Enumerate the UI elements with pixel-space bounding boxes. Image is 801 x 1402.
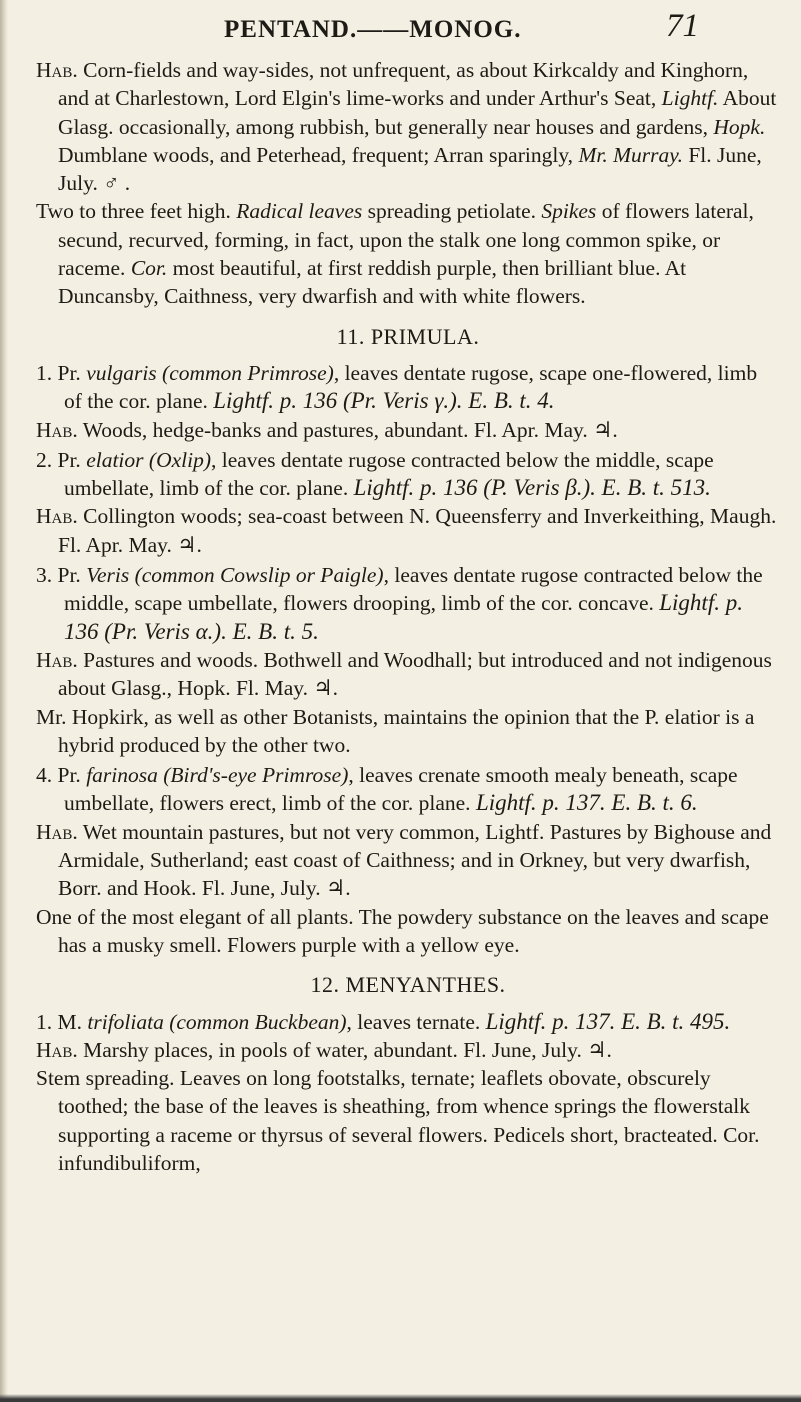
species-number: 2. Pr. <box>36 447 87 472</box>
species-description: , leaves ternate. <box>346 1009 486 1034</box>
hab-label: Hab. <box>36 58 78 82</box>
species-entry <box>36 446 780 503</box>
habitat-text: Woods, hedge-banks and pastures, abundant. Fl. Apr. May. ♃. <box>77 417 618 442</box>
desc-text: Two to three feet high. <box>36 199 237 224</box>
species-description: , leaves dentate rugose contracted below the middle, scape umbellate, limb of the cor. plane. <box>64 447 714 501</box>
intro-hab-text: Dumblane woods, and Peterhead, frequent; Arran sparingly, <box>58 142 579 167</box>
species-number: 4. Pr. <box>36 763 87 788</box>
intro-habitat <box>36 56 780 197</box>
species-reference: Lightf. p. 136 (Pr. Veris γ.). E. B. t. 4. <box>213 388 555 414</box>
running-head: PENTAND.——MONOG. <box>224 16 522 43</box>
species-reference: Lightf. p. 136 (P. Veris β.). E. B. t. 513. <box>353 475 711 501</box>
common-name: (common Primrose) <box>156 360 334 385</box>
habitat-text: Collington woods; sea-coast between N. Queensferry and Inverkeithing, Maugh. Fl. Apr. May. ♃. <box>58 504 777 557</box>
species-name: farinosa <box>86 763 158 788</box>
page-header <box>0 6 801 46</box>
common-name: (Oxlip) <box>143 447 211 472</box>
common-name: (common Buckbean) <box>163 1009 347 1034</box>
hab-label: Hab. <box>36 819 78 844</box>
desc-text: most beautiful, at first reddish purple, then brilliant blue. At Duncansby, Caithness, very dwarfish and with white flowers. <box>58 256 687 309</box>
species-entry <box>36 761 780 818</box>
intro-hab-text: Fl. June, July. ♂ . <box>58 142 762 196</box>
species-name: elatior <box>86 447 144 472</box>
desc-term: Spikes <box>541 199 597 224</box>
common-name: (Bird's-eye Primrose) <box>157 763 349 788</box>
species-description: , leaves dentate rugose, scape one-flowered, limb of the cor. plane. <box>64 360 758 414</box>
desc-term: Cor. <box>130 256 168 281</box>
habitat-text: Wet mountain pastures, but not very common, Lightf. Pastures by Bighouse and Armidale, Sutherland; east coast of Caithness; and in Orkney, but very dwarfish, Borr. and Hook. Fl. June, July. ♃. <box>58 819 772 901</box>
desc-text: spreading petiolate. <box>362 199 542 224</box>
hab-label: Hab. <box>36 417 78 442</box>
species-entry <box>36 359 780 416</box>
common-name: (common Cowslip or Paigle) <box>129 563 384 588</box>
page-bottom-edge <box>0 1394 801 1402</box>
species-reference: Lightf. p. 137. E. B. t. 6. <box>475 790 698 816</box>
species-name: Veris <box>86 563 130 588</box>
species-number: 1. M. <box>36 1009 88 1034</box>
genus-heading-primula: 11. PRIMULA. <box>336 323 480 349</box>
species-name: trifoliata <box>87 1009 164 1034</box>
page-body <box>36 56 780 1177</box>
desc-text: of flowers lateral, secund, recurved, forming, in fact, upon the stalk one long common spike, or raceme. <box>58 199 754 281</box>
species-description: , leaves crenate smooth mealy beneath, scape umbellate, flowers erect, limb of the cor. plane. <box>64 763 738 816</box>
species-name: vulgaris <box>86 360 157 385</box>
intro-hab-text: About Glasg. occasionally, among rubbish, but generally near houses and gardens, <box>58 86 777 139</box>
species-habitat <box>36 646 780 703</box>
intro-hab-ref: Lightf. <box>661 86 719 111</box>
species-reference: Lightf. p. 136 (Pr. Veris α.). E. B. t. 5. <box>64 590 743 644</box>
species-habitat <box>36 416 780 444</box>
habitat-text: Pastures and woods. Bothwell and Woodhall; but introduced and not indigenous about Glasg., Hopk. Fl. May. ♃. <box>58 647 772 701</box>
desc-term: Radical leaves <box>236 199 363 224</box>
page-binding-shadow <box>0 0 8 1402</box>
species-note: Mr. Hopkirk, as well as other Botanists, maintains the opinion that the P. elatior is a hybrid produced by the other two. <box>36 704 755 757</box>
species-description-block: Stem spreading. Leaves on long footstalks, ternate; leaflets obovate, obscurely toothed; the base of the leaves is sheathing, from whence springs the flowerstalk supporting a raceme or thyrsus of several flowers. Pedicels short, bracteated. Cor. infundibuliform, <box>36 1066 760 1175</box>
species-habitat <box>36 818 780 903</box>
species-entry <box>36 561 780 646</box>
genus-heading-menyanthes: 12. MENYANTHES. <box>310 972 506 998</box>
intro-hab-ref: Hopk. <box>713 114 766 139</box>
species-habitat <box>36 1036 780 1064</box>
hab-label: Hab. <box>36 647 78 672</box>
page-number: 71 <box>666 8 699 44</box>
species-number: 3. Pr. <box>36 563 87 588</box>
intro-hab-text: Corn-fields and way-sides, not unfrequent, as about Kirkcaldy and Kinghorn, and at Charlestown, Lord Elgin's lime-works and under Arthur's Seat, <box>58 58 749 111</box>
species-note: One of the most elegant of all plants. The powdery substance on the leaves and scape has a musky smell. Flowers purple with a yellow eye. <box>36 904 769 957</box>
habitat-text: Marshy places, in pools of water, abundant. Fl. June, July. ♃. <box>77 1037 612 1062</box>
hab-label: Hab. <box>36 504 78 529</box>
species-entry <box>36 1008 780 1036</box>
species-number: 1. Pr. <box>36 360 87 385</box>
intro-description <box>36 197 780 310</box>
intro-hab-ref: Mr. Murray. <box>578 142 683 167</box>
species-habitat <box>36 502 780 559</box>
species-reference: Lightf. p. 137. E. B. t. 495. <box>485 1008 731 1034</box>
hab-label: Hab. <box>36 1037 78 1062</box>
species-description: , leaves dentate rugose contracted below the middle, scape umbellate, flowers drooping, limb of the cor. concave. <box>64 563 763 616</box>
